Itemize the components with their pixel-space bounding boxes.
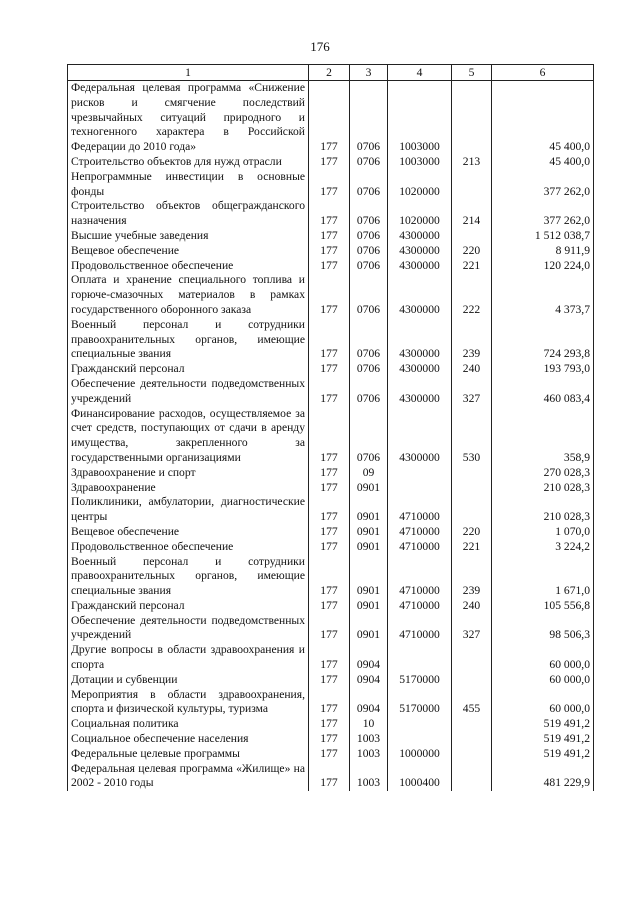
- amount-cell: 45 400,0: [492, 81, 594, 155]
- column-header-6: 6: [492, 65, 594, 81]
- section-code-cell: 0706: [350, 407, 388, 466]
- table-row: [68, 599, 594, 614]
- target-article-cell: 4300000: [388, 362, 452, 377]
- target-article-cell: 5170000: [388, 688, 452, 718]
- amount-cell: 1 512 038,7: [492, 229, 594, 244]
- amount-cell: 105 556,8: [492, 599, 594, 614]
- section-code-cell: 0901: [350, 614, 388, 644]
- row-name-cell: Строительство объектов для нужд отрасли: [68, 155, 309, 170]
- amount-cell: 60 000,0: [492, 688, 594, 718]
- section-code-cell: 1003: [350, 762, 388, 792]
- expense-type-cell: 327: [452, 614, 492, 644]
- section-code-cell: 0706: [350, 273, 388, 317]
- ministry-code-cell: 177: [309, 377, 350, 407]
- ministry-code-cell: 177: [309, 732, 350, 747]
- expense-type-cell: 240: [452, 362, 492, 377]
- amount-cell: 4 373,7: [492, 273, 594, 317]
- ministry-code-cell: 177: [309, 199, 350, 229]
- ministry-code-cell: 177: [309, 318, 350, 362]
- section-code-cell: 0706: [350, 229, 388, 244]
- ministry-code-cell: 177: [309, 673, 350, 688]
- ministry-code-cell: 177: [309, 540, 350, 555]
- ministry-code-cell: 177: [309, 555, 350, 599]
- target-article-cell: [388, 466, 452, 481]
- target-article-cell: 1020000: [388, 199, 452, 229]
- expense-type-cell: [452, 466, 492, 481]
- row-name-cell: Гражданский персонал: [68, 599, 309, 614]
- row-name-cell: Обеспечение деятельности подведомственных учреждений: [68, 377, 309, 407]
- table-row: [68, 540, 594, 555]
- row-name-cell: Продовольственное обеспечение: [68, 540, 309, 555]
- amount-cell: 377 262,0: [492, 170, 594, 200]
- expense-type-cell: 240: [452, 599, 492, 614]
- target-article-cell: 4300000: [388, 318, 452, 362]
- table-row: [68, 273, 594, 317]
- section-code-cell: 0706: [350, 362, 388, 377]
- expense-type-cell: [452, 762, 492, 792]
- expense-type-cell: [452, 229, 492, 244]
- expense-type-cell: 530: [452, 407, 492, 466]
- section-code-cell: 0901: [350, 481, 388, 496]
- section-code-cell: 0901: [350, 555, 388, 599]
- amount-cell: 519 491,2: [492, 717, 594, 732]
- ministry-code-cell: 177: [309, 599, 350, 614]
- amount-cell: 519 491,2: [492, 747, 594, 762]
- ministry-code-cell: 177: [309, 481, 350, 496]
- ministry-code-cell: 177: [309, 762, 350, 792]
- section-code-cell: 0901: [350, 599, 388, 614]
- table-row: [68, 318, 594, 362]
- target-article-cell: [388, 717, 452, 732]
- section-code-cell: 0706: [350, 318, 388, 362]
- table-body: [68, 81, 594, 792]
- amount-cell: 8 911,9: [492, 244, 594, 259]
- row-name-cell: Другие вопросы в области здравоохранения и спорта: [68, 643, 309, 673]
- table-row: [68, 229, 594, 244]
- target-article-cell: 1003000: [388, 81, 452, 155]
- expense-type-cell: 221: [452, 259, 492, 274]
- amount-cell: 60 000,0: [492, 673, 594, 688]
- table-row: [68, 614, 594, 644]
- ministry-code-cell: 177: [309, 155, 350, 170]
- expense-type-cell: [452, 643, 492, 673]
- row-name-cell: Непрограммные инвестиции в основные фонды: [68, 170, 309, 200]
- target-article-cell: 4300000: [388, 244, 452, 259]
- table-row: [68, 244, 594, 259]
- target-article-cell: 4710000: [388, 525, 452, 540]
- section-code-cell: 0706: [350, 244, 388, 259]
- table-row: [68, 762, 594, 792]
- table-row: [68, 81, 594, 155]
- amount-cell: 210 028,3: [492, 481, 594, 496]
- target-article-cell: 4710000: [388, 599, 452, 614]
- ministry-code-cell: 177: [309, 273, 350, 317]
- ministry-code-cell: 177: [309, 81, 350, 155]
- target-article-cell: [388, 732, 452, 747]
- expense-type-cell: 220: [452, 525, 492, 540]
- column-header-5: 5: [452, 65, 492, 81]
- table-row: [68, 466, 594, 481]
- ministry-code-cell: 177: [309, 407, 350, 466]
- amount-cell: 270 028,3: [492, 466, 594, 481]
- table-row: [68, 155, 594, 170]
- row-name-cell: Здравоохранение и спорт: [68, 466, 309, 481]
- section-code-cell: 0706: [350, 81, 388, 155]
- section-code-cell: 0706: [350, 199, 388, 229]
- table-row: [68, 673, 594, 688]
- ministry-code-cell: 177: [309, 466, 350, 481]
- amount-cell: 1 671,0: [492, 555, 594, 599]
- section-code-cell: 0706: [350, 377, 388, 407]
- expense-type-cell: 327: [452, 377, 492, 407]
- column-header-3: 3: [350, 65, 388, 81]
- row-name-cell: Дотации и субвенции: [68, 673, 309, 688]
- expense-type-cell: 222: [452, 273, 492, 317]
- page-number: 176: [310, 39, 330, 54]
- ministry-code-cell: 177: [309, 170, 350, 200]
- budget-table: [67, 64, 594, 791]
- target-article-cell: 4710000: [388, 540, 452, 555]
- row-name-cell: Гражданский персонал: [68, 362, 309, 377]
- target-article-cell: 4300000: [388, 229, 452, 244]
- amount-cell: 210 028,3: [492, 495, 594, 525]
- expense-type-cell: 220: [452, 244, 492, 259]
- section-code-cell: 09: [350, 466, 388, 481]
- table-header-row: [68, 65, 594, 81]
- target-article-cell: 4300000: [388, 407, 452, 466]
- row-name-cell: Социальная политика: [68, 717, 309, 732]
- ministry-code-cell: 177: [309, 229, 350, 244]
- row-name-cell: Обеспечение деятельности подведомственных учреждений: [68, 614, 309, 644]
- table-row: [68, 688, 594, 718]
- row-name-cell: Оплата и хранение специального топлива и горюче-смазочных материалов в рамках государственного оборонного заказа: [68, 273, 309, 317]
- section-code-cell: 0706: [350, 155, 388, 170]
- target-article-cell: [388, 481, 452, 496]
- expense-type-cell: [452, 673, 492, 688]
- amount-cell: 460 083,4: [492, 377, 594, 407]
- table-row: [68, 377, 594, 407]
- table-row: [68, 495, 594, 525]
- section-code-cell: 10: [350, 717, 388, 732]
- amount-cell: 481 229,9: [492, 762, 594, 792]
- target-article-cell: 1000000: [388, 747, 452, 762]
- column-header-2: 2: [309, 65, 350, 81]
- table-row: [68, 362, 594, 377]
- section-code-cell: 1003: [350, 747, 388, 762]
- ministry-code-cell: 177: [309, 614, 350, 644]
- row-name-cell: Мероприятия в области здравоохранения, спорта и физической культуры, туризма: [68, 688, 309, 718]
- table-row: [68, 170, 594, 200]
- row-name-cell: Финансирование расходов, осуществляемое за счет средств, поступающих от сдачи в аренду имущества, закрепленного за государственными организациями: [68, 407, 309, 466]
- target-article-cell: 4710000: [388, 495, 452, 525]
- ministry-code-cell: 177: [309, 747, 350, 762]
- target-article-cell: 1020000: [388, 170, 452, 200]
- expense-type-cell: [452, 747, 492, 762]
- ministry-code-cell: 177: [309, 495, 350, 525]
- section-code-cell: 0901: [350, 540, 388, 555]
- amount-cell: 519 491,2: [492, 732, 594, 747]
- table-row: [68, 717, 594, 732]
- table-row: [68, 199, 594, 229]
- expense-type-cell: [452, 495, 492, 525]
- section-code-cell: 0901: [350, 525, 388, 540]
- ministry-code-cell: 177: [309, 362, 350, 377]
- table-row: [68, 407, 594, 466]
- table-row: [68, 525, 594, 540]
- table-row: [68, 732, 594, 747]
- table-row: [68, 555, 594, 599]
- ministry-code-cell: 177: [309, 643, 350, 673]
- target-article-cell: 4710000: [388, 614, 452, 644]
- column-header-1: 1: [68, 65, 309, 81]
- row-name-cell: Социальное обеспечение населения: [68, 732, 309, 747]
- row-name-cell: Здравоохранение: [68, 481, 309, 496]
- amount-cell: 724 293,8: [492, 318, 594, 362]
- amount-cell: 377 262,0: [492, 199, 594, 229]
- expense-type-cell: 213: [452, 155, 492, 170]
- amount-cell: 120 224,0: [492, 259, 594, 274]
- target-article-cell: 1000400: [388, 762, 452, 792]
- row-name-cell: Продовольственное обеспечение: [68, 259, 309, 274]
- row-name-cell: Строительство объектов общегражданского назначения: [68, 199, 309, 229]
- ministry-code-cell: 177: [309, 525, 350, 540]
- expense-type-cell: 239: [452, 318, 492, 362]
- ministry-code-cell: 177: [309, 717, 350, 732]
- table-row: [68, 259, 594, 274]
- target-article-cell: 1003000: [388, 155, 452, 170]
- ministry-code-cell: 177: [309, 244, 350, 259]
- amount-cell: 45 400,0: [492, 155, 594, 170]
- amount-cell: 3 224,2: [492, 540, 594, 555]
- ministry-code-cell: 177: [309, 688, 350, 718]
- table-row: [68, 747, 594, 762]
- amount-cell: 60 000,0: [492, 643, 594, 673]
- amount-cell: 1 070,0: [492, 525, 594, 540]
- table-row: [68, 643, 594, 673]
- row-name-cell: Федеральная целевая программа «Снижение рисков и смягчение последствий чрезвычайных ситуаций природного и техногенного характера в Российской Федерации до 2010 года»: [68, 81, 309, 155]
- expense-type-cell: [452, 170, 492, 200]
- section-code-cell: 1003: [350, 732, 388, 747]
- section-code-cell: 0904: [350, 643, 388, 673]
- amount-cell: 98 506,3: [492, 614, 594, 644]
- expense-type-cell: [452, 732, 492, 747]
- section-code-cell: 0706: [350, 259, 388, 274]
- expense-type-cell: 214: [452, 199, 492, 229]
- row-name-cell: Поликлиники, амбулатории, диагностические центры: [68, 495, 309, 525]
- section-code-cell: 0901: [350, 495, 388, 525]
- row-name-cell: Федеральные целевые программы: [68, 747, 309, 762]
- section-code-cell: 0706: [350, 170, 388, 200]
- expense-type-cell: 455: [452, 688, 492, 718]
- target-article-cell: 4300000: [388, 377, 452, 407]
- row-name-cell: Высшие учебные заведения: [68, 229, 309, 244]
- expense-type-cell: [452, 717, 492, 732]
- row-name-cell: Вещевое обеспечение: [68, 244, 309, 259]
- target-article-cell: 4300000: [388, 273, 452, 317]
- target-article-cell: 4300000: [388, 259, 452, 274]
- expense-type-cell: [452, 481, 492, 496]
- amount-cell: 358,9: [492, 407, 594, 466]
- row-name-cell: Вещевое обеспечение: [68, 525, 309, 540]
- target-article-cell: 5170000: [388, 673, 452, 688]
- section-code-cell: 0904: [350, 673, 388, 688]
- expense-type-cell: 221: [452, 540, 492, 555]
- expense-type-cell: 239: [452, 555, 492, 599]
- section-code-cell: 0904: [350, 688, 388, 718]
- row-name-cell: Военный персонал и сотрудники правоохранительных органов, имеющие специальные звания: [68, 555, 309, 599]
- column-header-4: 4: [388, 65, 452, 81]
- ministry-code-cell: 177: [309, 259, 350, 274]
- expense-type-cell: [452, 81, 492, 155]
- target-article-cell: [388, 643, 452, 673]
- target-article-cell: 4710000: [388, 555, 452, 599]
- amount-cell: 193 793,0: [492, 362, 594, 377]
- table-row: [68, 481, 594, 496]
- row-name-cell: Федеральная целевая программа «Жилище» на 2002 - 2010 годы: [68, 762, 309, 792]
- row-name-cell: Военный персонал и сотрудники правоохранительных органов, имеющие специальные звания: [68, 318, 309, 362]
